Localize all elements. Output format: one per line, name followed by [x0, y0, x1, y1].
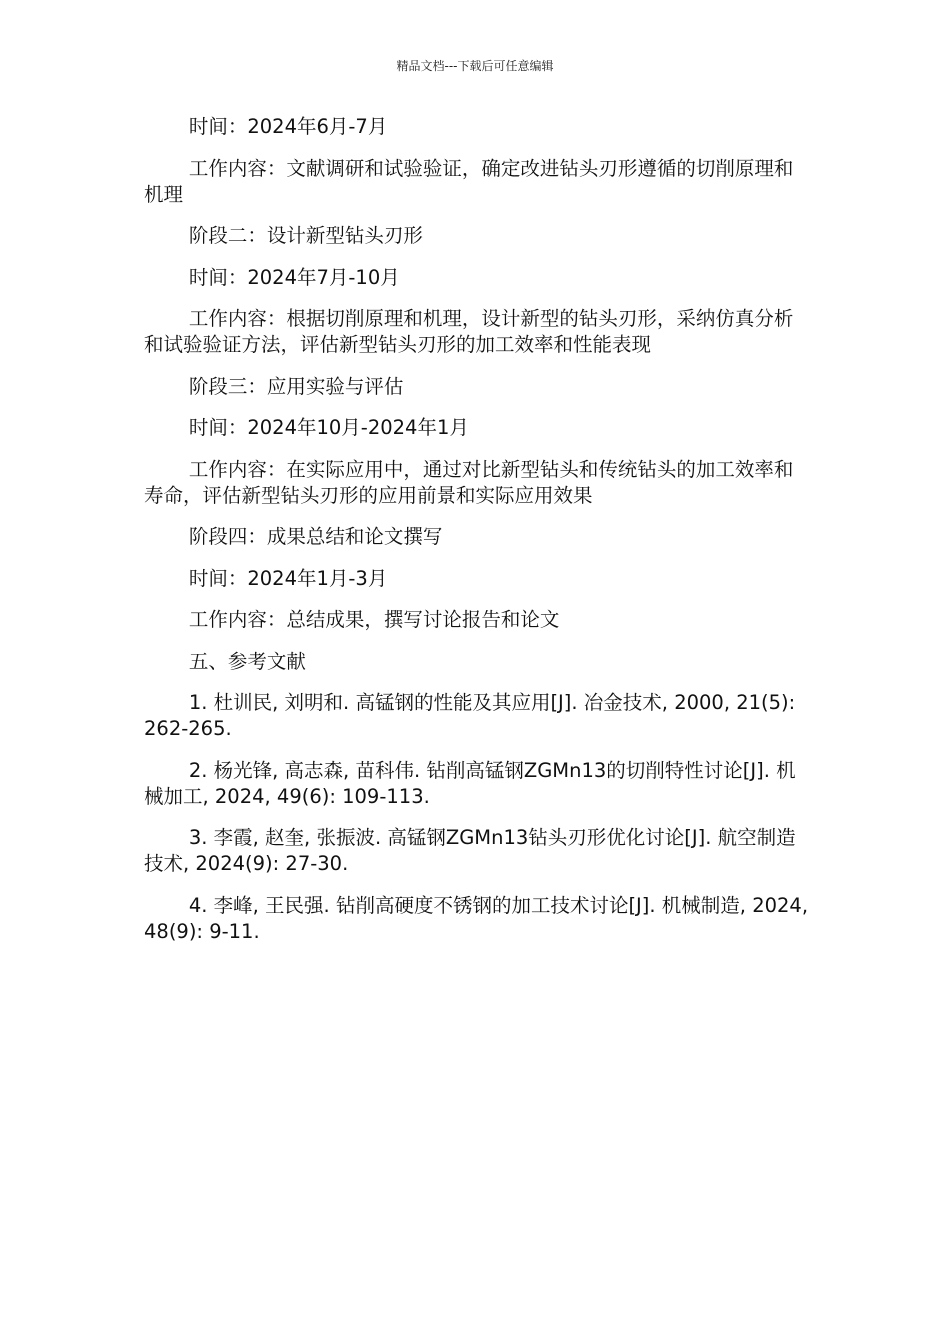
- reference-item: 2. 杨光锋, 高志森, 苗科伟. 钻削高锰钢ZGMn13的切削特性讨论[J]. 机械加工, 2024, 49(6): 109-113.: [144, 758, 796, 808]
- schedule-time-stage-3: 时间：2024年10月-2024年1月: [188, 416, 469, 439]
- page-header: 精品文档---下载后可任意编辑: [396, 59, 554, 73]
- reference-item: 3. 李霞, 赵奎, 张振波. 高锰钢ZGMn13钻头刃形优化讨论[J]. 航空制造技术, 2024(9): 27-30.: [144, 826, 796, 875]
- stage-three-heading: 阶段三：应用实验与评估: [188, 374, 404, 398]
- references-heading: 五、参考文献: [188, 649, 306, 673]
- schedule-work-stage-2: 工作内容：根据切削原理和机理，设计新型的钻头刃形，采纳仿真分析和试验验证方法，评估新型钻头刃形的加工效率和性能表现: [144, 307, 794, 356]
- schedule-time-stage-1: 时间：2024年6月-7月: [188, 115, 388, 138]
- schedule-work-stage-4: 工作内容：总结成果，撰写讨论报告和论文: [188, 608, 560, 631]
- schedule-time-stage-4: 时间：2024年1月-3月: [188, 566, 388, 590]
- schedule-work-stage-1: 工作内容：文献调研和试验验证，确定改进钻头刃形遵循的切削原理和机理: [144, 156, 794, 206]
- schedule-time-stage-2: 时间：2024年7月-10月: [188, 265, 400, 289]
- reference-item: 1. 杜训民, 刘明和. 高锰钢的性能及其应用[J]. 冶金技术, 2000, 21(5): 262-265.: [144, 691, 796, 740]
- schedule-work-stage-3: 工作内容：在实际应用中，通过对比新型钻头和传统钻头的加工效率和寿命，评估新型钻头刃形的应用前景和实际应用效果: [144, 457, 794, 507]
- reference-item: 4. 李峰, 王民强. 钻削高硬度不锈钢的加工技术讨论[J]. 机械制造, 2024, 48(9): 9-11.: [144, 893, 809, 943]
- stage-two-heading: 阶段二：设计新型钻头刃形: [188, 224, 423, 247]
- stage-four-heading: 阶段四：成果总结和论文撰写: [188, 525, 443, 548]
- document-body: [144, 114, 809, 960]
